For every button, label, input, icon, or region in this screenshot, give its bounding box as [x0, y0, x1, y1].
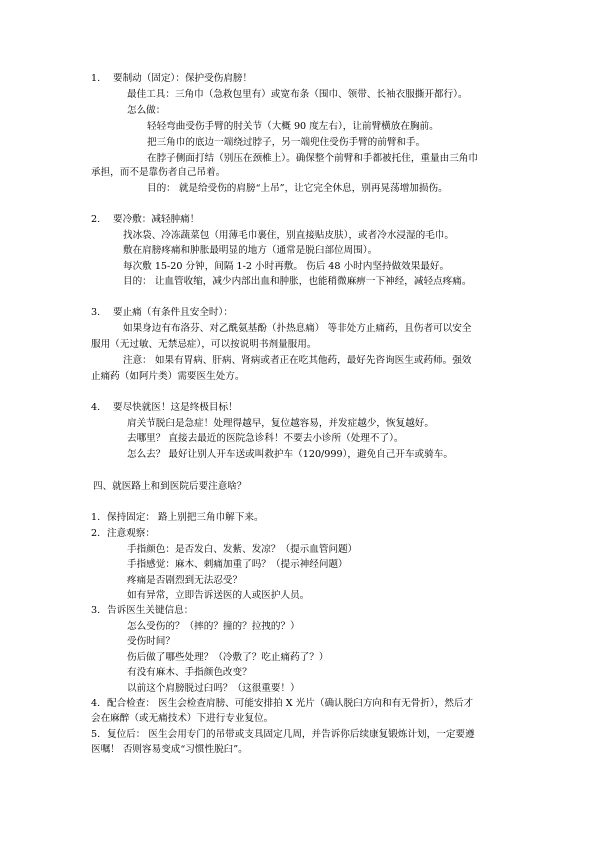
body-line: 注意： 如果有胃病、肝病、肾病或者正在吃其他药，最好先咨询医生或药师。强效 — [123, 355, 472, 366]
body-line: 在脖子侧面打结（别压在颈椎上）。确保整个前臂和手都被托住，重量由三角巾 — [147, 153, 478, 164]
item-number: 1. — [91, 512, 101, 523]
body-line: 承担，而不是靠伤者自己吊着。 — [91, 167, 226, 178]
body-line: 轻轻弯曲受伤手臂的肘关节（大概 90 度左右），让前臂横放在胸前。 — [147, 121, 439, 132]
section-heading: 要制动（固定）：保护受伤肩膀！ — [113, 73, 253, 84]
sub-line: 受伤时间？ — [127, 636, 175, 647]
item-continuation: 会在麻醉（或无痛技术）下进行专业复位。 — [91, 713, 274, 724]
item-number: 2. — [91, 528, 101, 539]
body-line: 每次敷 15-20 分钟，间隔 1-2 小时再敷。 伤后 48 小时内坚持做效果最好。 — [123, 261, 450, 272]
body-line: 最佳工具：三角巾（急救包里有）或宽布条（围巾、领带、长袖衣服撕开都行）。 — [127, 89, 468, 100]
body-line: 敷在肩膀疼痛和肿胀最明显的地方（通常是脱臼部位周围）。 — [123, 245, 378, 256]
section-heading: 要尽快就医！这是终极目标！ — [113, 402, 238, 413]
item-number: 3. — [91, 605, 101, 616]
body-line: 怎么做： — [127, 105, 166, 116]
sub-line: 伤后做了哪些处理？（冷敷了？吃止痛药了？） — [127, 652, 329, 663]
part-four-title: 四、就医路上和到医院后要注意啥？ — [93, 481, 247, 492]
body-line: 目的： 就是给受伤的肩膀“上吊”，让它完全休息，别再晃荡增加损伤。 — [147, 183, 448, 194]
body-line: 服用（无过敏、无禁忌症），可以按说明书剂量服用。 — [91, 339, 317, 350]
section-number: 1. — [91, 73, 101, 84]
item-text: 保持固定： 路上别把三角巾解下来。 — [107, 512, 264, 523]
section-heading: 要止痛（有条件且安全时）： — [113, 307, 233, 318]
item-text: 复位后： 医生会用专门的吊带或支具固定几周，并告诉你后续康复锻炼计划，一定要遵 — [107, 729, 475, 740]
body-line: 找冰袋、冷冻蔬菜包（用薄毛巾裹住，别直接贴皮肤），或者冷水浸湿的毛巾。 — [123, 230, 454, 241]
item-text: 注意观察： — [107, 528, 155, 539]
body-line: 如果身边有布洛芬、对乙酰氨基酚（扑热息痛） 等非处方止痛药，且伤者可以安全 — [123, 323, 472, 334]
item-text: 告诉医生关键信息： — [107, 605, 194, 616]
item-number: 5. — [91, 729, 101, 740]
sub-line: 如有异常，立即告诉送医的人或医护人员。 — [127, 590, 310, 601]
body-line: 肩关节脱臼是急症！处理得越早，复位越容易，并发症越少，恢复越好。 — [127, 418, 434, 429]
body-line: 去哪里？ 直接去最近的医院急诊科！不要去小诊所（处理不了）。 — [127, 433, 404, 444]
section-number: 3. — [91, 307, 101, 318]
section-number: 4. — [91, 402, 101, 413]
item-number: 4. — [91, 698, 101, 709]
item-text: 配合检查： 医生会检查肩膀、可能安排拍 X 光片（确认脱臼方向和有无骨折），然后才 — [107, 698, 474, 709]
section-number: 2. — [91, 214, 101, 225]
sub-line: 手指颜色：是否发白、发紫、发凉？（提示血管问题） — [127, 544, 358, 555]
item-continuation: 医嘱！ 否则容易变成“习惯性脱臼”。 — [91, 744, 248, 755]
body-line: 止痛药（如阿片类）需要医生处方。 — [91, 371, 245, 382]
sub-line: 疼痛是否剧烈到无法忍受？ — [127, 575, 243, 586]
section-heading: 要冷敷：减轻肿痛！ — [113, 214, 200, 225]
body-line: 怎么去？ 最好让别人开车送或叫救护车（120/999），避免自己开车或骑车。 — [127, 449, 453, 460]
sub-line: 手指感觉：麻木、刺痛加重了吗？（提示神经问题） — [127, 559, 348, 570]
body-line: 把三角巾的底边一端绕过脖子，另一端兜住受伤手臂的前臂和手。 — [147, 137, 426, 148]
sub-line: 以前这个肩膀脱过臼吗？（这很重要！） — [127, 683, 300, 694]
body-line: 目的： 让血管收缩，减少内部出血和肿胀，也能稍微麻痹一下神经，减轻点疼痛。 — [123, 276, 472, 287]
sub-line: 有没有麻木、手指颜色改变？ — [127, 667, 252, 678]
sub-line: 怎么受伤的？（摔的？撞的？拉拽的？） — [127, 621, 300, 632]
